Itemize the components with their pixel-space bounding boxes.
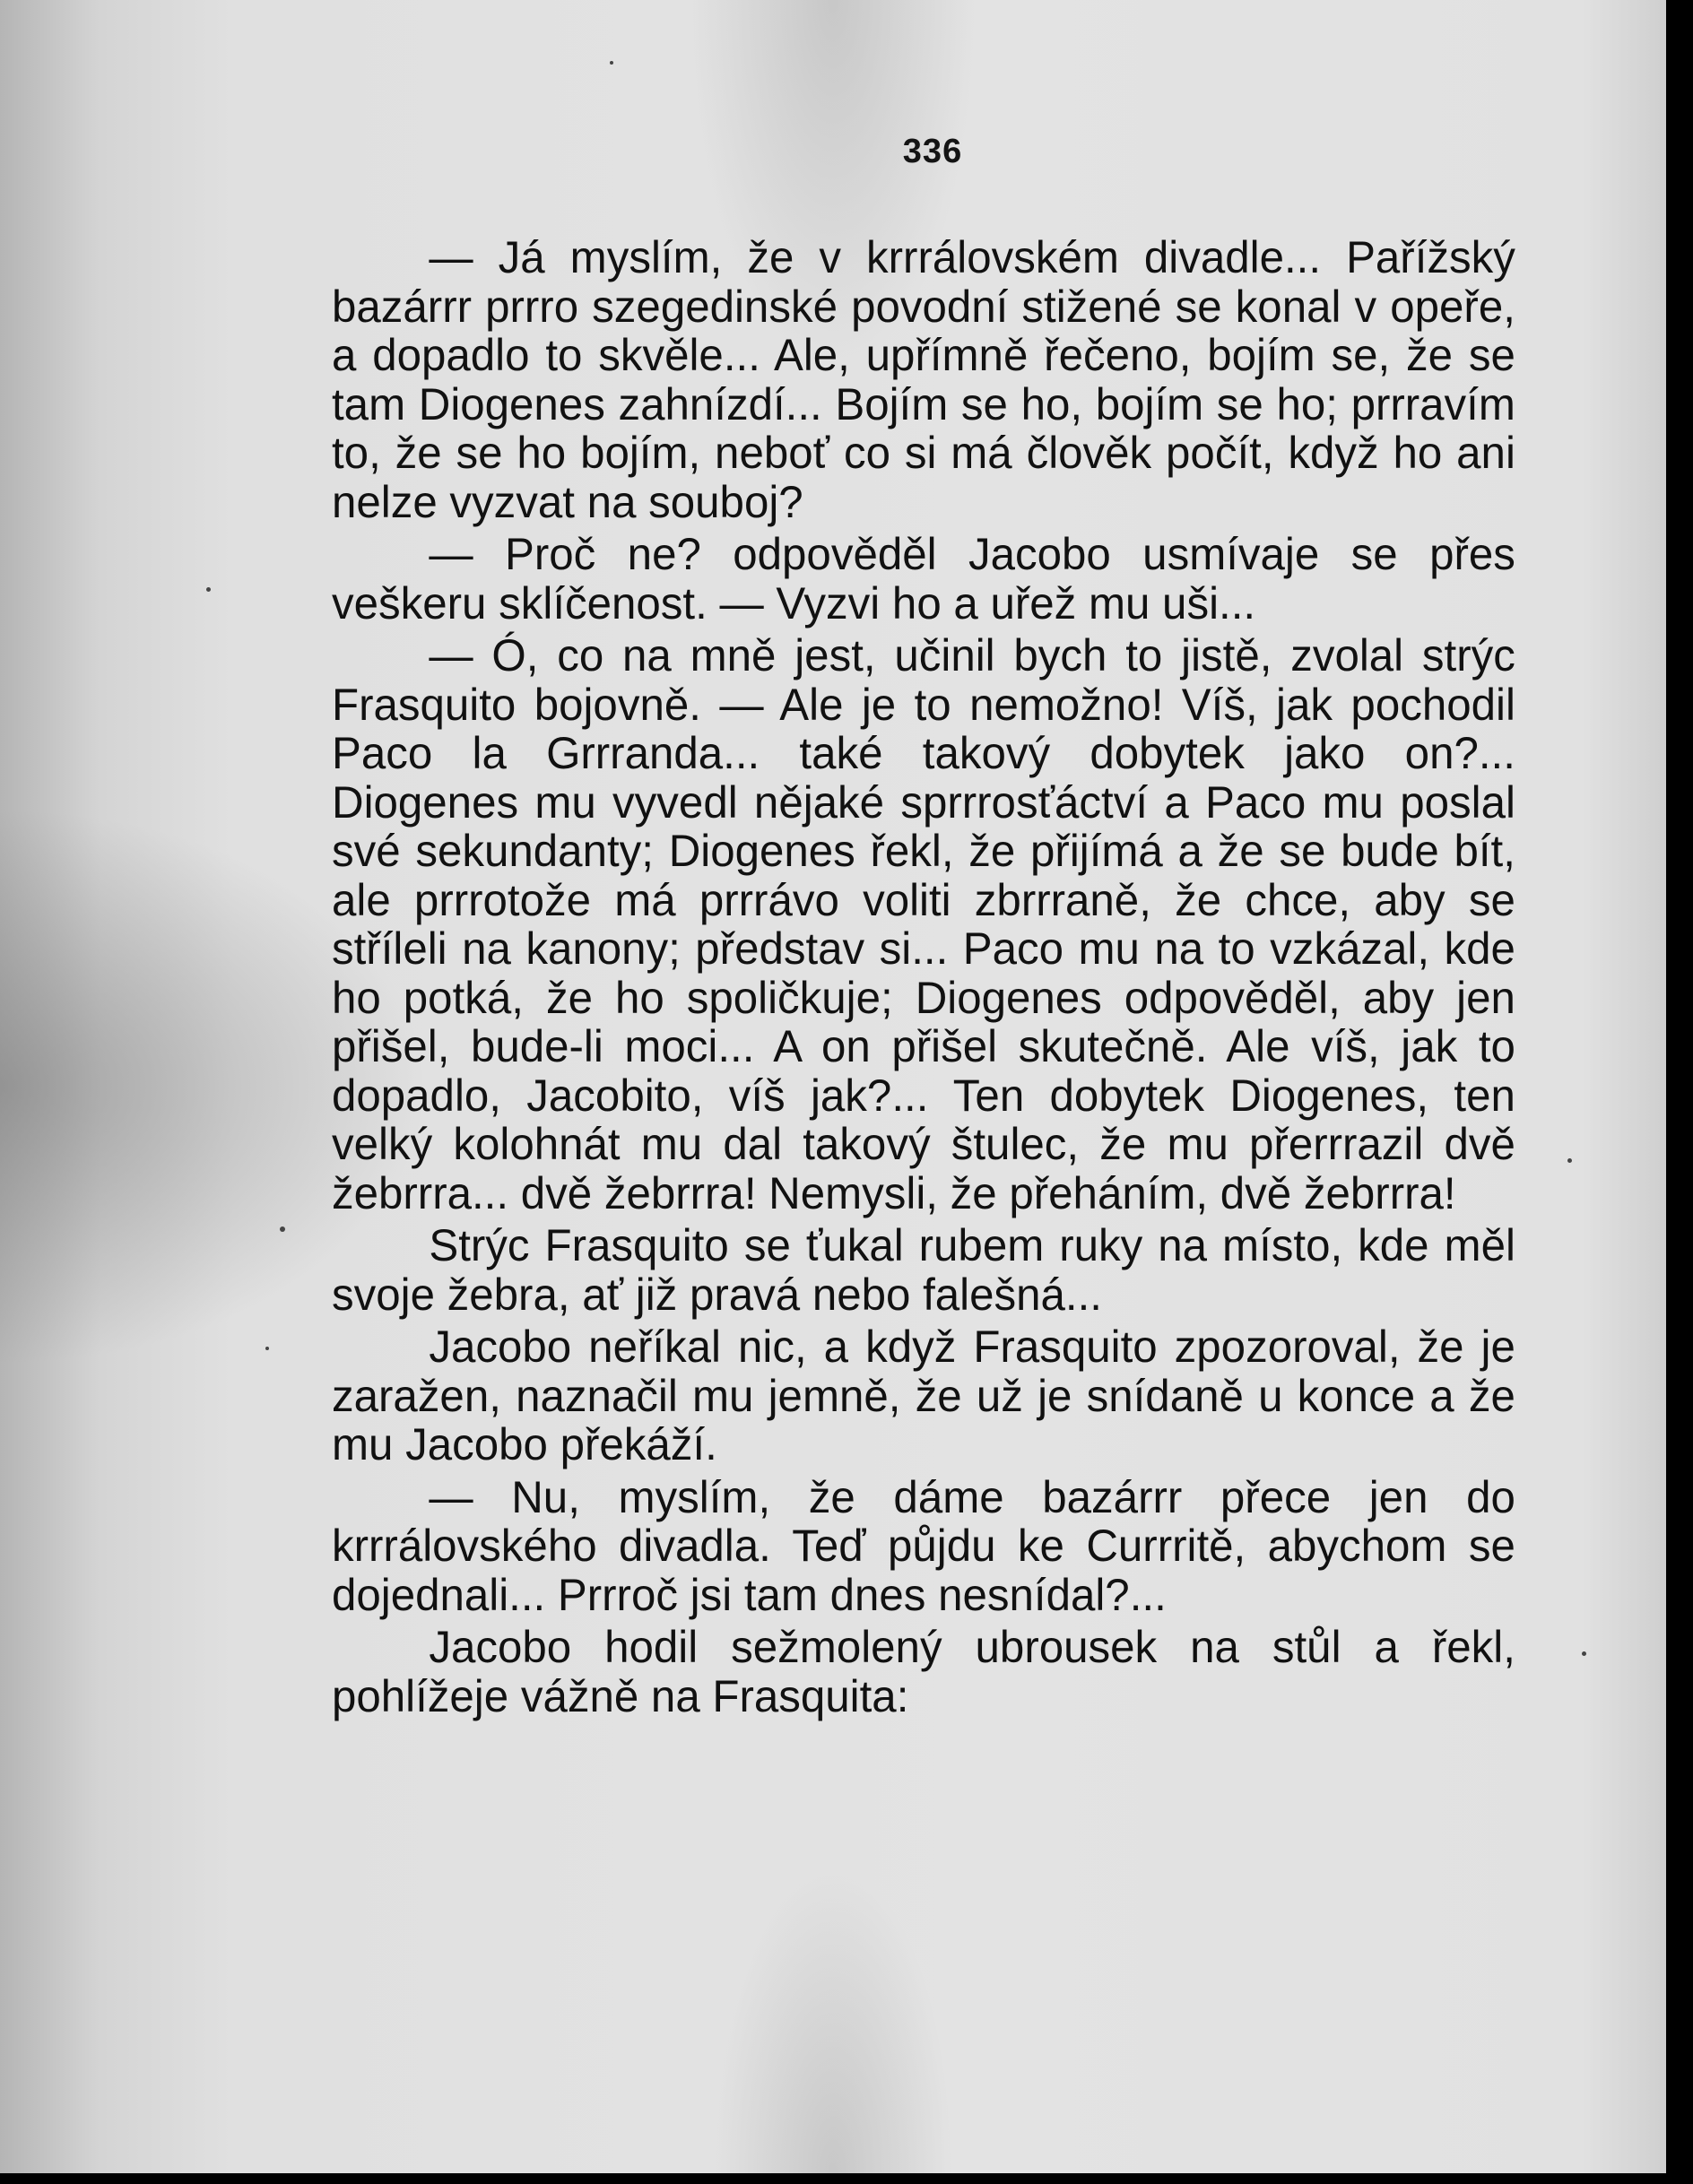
- paragraph: — Ó, co na mně jest, učinil bych to jistě, zvolal strýc Frasquito bojovně. — Ale je to nemožno! Víš, jak pochodil Paco la Grrranda... také takový dobytek jako on?... Diogenes mu vyvedl nějaké sprrrosťáctví a Paco mu poslal své sekundanty; Diogenes řekl, že přijímá a že se bude bít, ale prrrotože má prrrávo voliti zbrrraně, že chce, aby se stříleli na kanony; představ si... Paco mu na to vzkázal, kde ho potká, že ho spoličkuje; Diogenes odpověděl, aby jen přišel, bude-li moci... A on přišel skutečně. Ale víš, jak to dopadlo, Jacobito, víš jak?... Ten dobytek Diogenes, ten velký kolohnát mu dal takový štulec, že mu přerrrazil dvě žebrrra... dvě žebrrra! Nemysli, že přeháním, dvě žebrrra!: [332, 630, 1515, 1218]
- scan-speck: [206, 587, 211, 592]
- page-number: 336: [902, 133, 963, 170]
- paragraph: Strýc Frasquito se ťukal rubem ruky na místo, kde měl svoje žebra, ať již pravá nebo falešná...: [332, 1220, 1515, 1320]
- scan-speck: [1582, 1651, 1586, 1656]
- scan-speck: [610, 61, 613, 65]
- body-text: [332, 233, 1515, 1720]
- scan-speck: [1567, 1158, 1572, 1163]
- paragraph: Jacobo hodil sežmolený ubrousek na stůl a řekl, pohlížeje vážně na Frasquita:: [332, 1622, 1515, 1721]
- scan-border-right: [1666, 0, 1693, 2184]
- paragraph: — Nu, myslím, že dáme bazárrr přece jen do krrrálovského divadla. Teď půjdu ke Currritě, abychom se dojednali... Prrroč jsi tam dnes nesnídal?...: [332, 1471, 1515, 1620]
- paragraph: — Já myslím, že v krrrálovském divadle... Pařížský bazárrr prrro szegedinské povodní stižené se konal v opeře, a dopadlo to skvěle... Ale, upřímně řečeno, bojím se, že se tam Diogenes zahnízdí... Bojím se ho, bojím se ho; prrravím to, že se ho bojím, neboť co si má člověk počít, když ho ani nelze vyzvat na souboj?: [332, 232, 1515, 527]
- scan-border-bottom: [0, 2173, 1693, 2184]
- scan-speck: [265, 1347, 269, 1350]
- paragraph: Jacobo neříkal nic, a když Frasquito zpozoroval, že je zaražen, naznačil mu jemně, že už je snídaně u konce a že mu Jacobo překáží.: [332, 1322, 1515, 1469]
- scan-speck: [280, 1226, 285, 1232]
- paragraph: — Proč ne? odpověděl Jacobo usmívaje se přes veškeru sklíčenost. — Vyzvi ho a uřež mu uši...: [332, 529, 1515, 628]
